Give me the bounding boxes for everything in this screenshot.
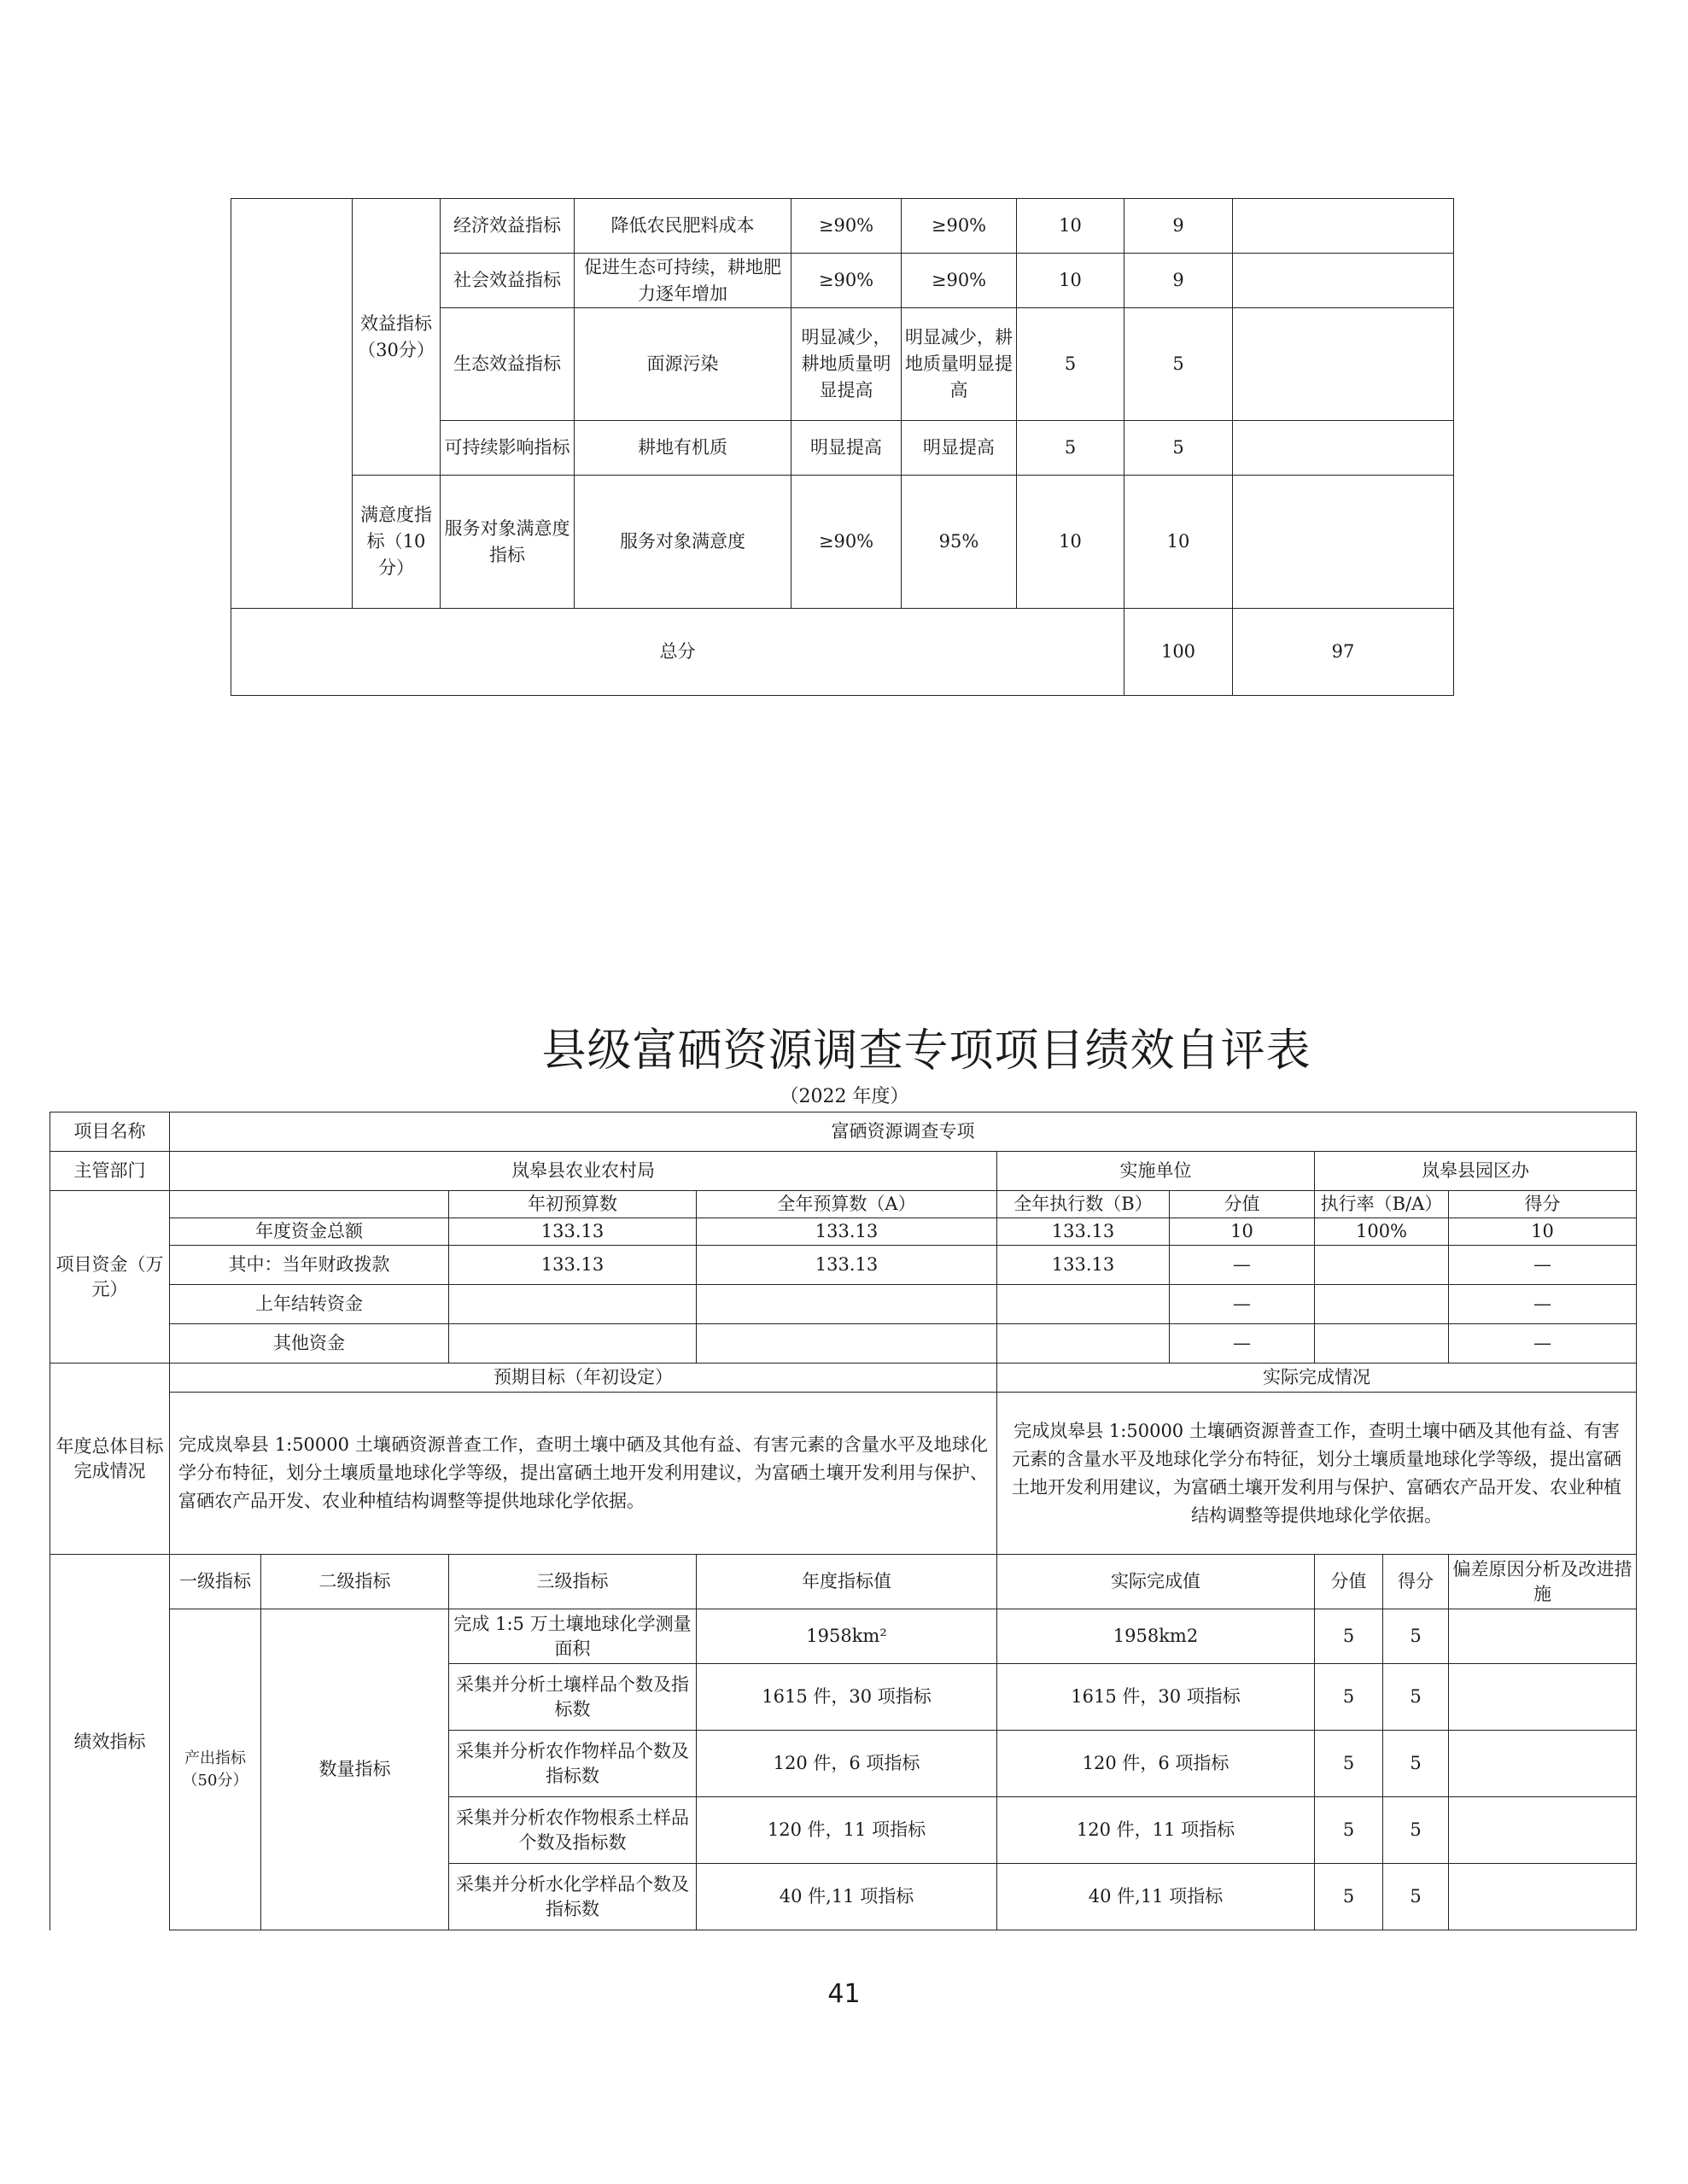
perf-score: 5 — [1383, 1797, 1449, 1864]
indicator-l3: 促进生态可持续，耕地肥力逐年增加 — [575, 254, 791, 308]
fund-row-label: 其他资金 — [170, 1324, 449, 1364]
indicator-target: 明显提高 — [791, 421, 902, 476]
perf-header-actual: 实际完成值 — [997, 1555, 1315, 1609]
perf-l3: 采集并分析土壤样品个数及指标数 — [449, 1664, 697, 1731]
perf-header-note: 偏差原因分析及改进措施 — [1449, 1555, 1637, 1609]
fund-rate: 100% — [1315, 1218, 1449, 1246]
indicator-actual: ≥90% — [902, 199, 1017, 254]
indicator-target: ≥90% — [791, 476, 902, 609]
fund-annual: 133.13 — [697, 1218, 997, 1246]
perf-target: 120 件，6 项指标 — [697, 1731, 997, 1797]
indicator-actual: 明显减少，耕地质量明显提高 — [902, 308, 1017, 421]
indicator-l3: 耕地有机质 — [575, 421, 791, 476]
indicator-l2: 可持续影响指标 — [441, 421, 575, 476]
fund-annual — [697, 1324, 997, 1364]
indicator-score: 9 — [1124, 254, 1233, 308]
fund-score: — — [1449, 1285, 1637, 1324]
perf-score: 5 — [1383, 1864, 1449, 1930]
indicator-l2: 生态效益指标 — [441, 308, 575, 421]
funds-header: 分值 — [1170, 1191, 1315, 1218]
fund-executed — [997, 1285, 1170, 1324]
indicator-weight: 10 — [1017, 476, 1124, 609]
indicator-l3: 降低农民肥料成本 — [575, 199, 791, 254]
perf-note — [1449, 1664, 1637, 1731]
indicator-l3: 服务对象满意度 — [575, 476, 791, 609]
document-title: 县级富硒资源调查专项项目绩效自评表 — [541, 1025, 1311, 1077]
perf-label: 绩效指标 — [50, 1555, 170, 1930]
perf-note — [1449, 1797, 1637, 1864]
project-name-label: 项目名称 — [50, 1112, 170, 1152]
indicator-actual: ≥90% — [902, 254, 1017, 308]
perf-weight: 5 — [1315, 1731, 1383, 1797]
fund-initial — [449, 1324, 697, 1364]
year-label: （2022 年度） — [780, 1086, 909, 1107]
indicator-score: 9 — [1124, 199, 1233, 254]
fund-rate — [1315, 1285, 1449, 1324]
actual-goal-text: 完成岚皋县 1:50000 土壤硒资源普查工作，查明土壤中硒及其他有益、有害元素的含量水平及地球化学分布特征，划分土壤质量地球化学等级，提出富硒土地开发利用建议，为富硒土壤开发利用与保护、富硒农产品开发、农业种植结构调整等提供地球化学依据。 — [997, 1393, 1637, 1555]
indicator-weight: 5 — [1017, 421, 1124, 476]
fund-initial: 133.13 — [449, 1246, 697, 1285]
perf-header-target: 年度指标值 — [697, 1555, 997, 1609]
total-weight: 100 — [1124, 609, 1233, 696]
project-name: 富硒资源调查专项 — [170, 1112, 1637, 1152]
indicator-weight: 10 — [1017, 199, 1124, 254]
perf-weight: 5 — [1315, 1609, 1383, 1664]
fund-weight: 10 — [1170, 1218, 1315, 1246]
impl-label: 实施单位 — [997, 1152, 1315, 1191]
expected-goal-header: 预期目标（年初设定） — [170, 1364, 997, 1393]
perf-weight: 5 — [1315, 1864, 1383, 1930]
group-satisfaction: 满意度指标（10分） — [353, 476, 441, 609]
funds-header-blank — [170, 1191, 449, 1218]
fund-row-label: 其中：当年财政拨款 — [170, 1246, 449, 1285]
perf-target: 120 件，11 项指标 — [697, 1797, 997, 1864]
indicator-actual: 明显提高 — [902, 421, 1017, 476]
fund-executed: 133.13 — [997, 1246, 1170, 1285]
funds-header: 全年预算数（A） — [697, 1191, 997, 1218]
fund-row-label: 年度资金总额 — [170, 1218, 449, 1246]
perf-target: 1958km² — [697, 1609, 997, 1664]
perf-score: 5 — [1383, 1664, 1449, 1731]
fund-initial: 133.13 — [449, 1218, 697, 1246]
perf-actual: 120 件，6 项指标 — [997, 1731, 1315, 1797]
indicator-target: ≥90% — [791, 254, 902, 308]
indicator-note — [1233, 254, 1454, 308]
indicator-score: 5 — [1124, 421, 1233, 476]
dept-label: 主管部门 — [50, 1152, 170, 1191]
perf-note — [1449, 1731, 1637, 1797]
output-label: 产出指标（50分） — [170, 1609, 261, 1930]
fund-score: — — [1449, 1246, 1637, 1285]
fund-annual: 133.13 — [697, 1246, 997, 1285]
fund-initial — [449, 1285, 697, 1324]
indicator-score: 5 — [1124, 308, 1233, 421]
perf-score: 5 — [1383, 1731, 1449, 1797]
perf-note — [1449, 1864, 1637, 1930]
perf-header-score: 得分 — [1383, 1555, 1449, 1609]
perf-header-l3: 三级指标 — [449, 1555, 697, 1609]
perf-header-weight: 分值 — [1315, 1555, 1383, 1609]
perf-actual: 120 件，11 项指标 — [997, 1797, 1315, 1864]
indicator-score: 10 — [1124, 476, 1233, 609]
indicator-weight: 10 — [1017, 254, 1124, 308]
perf-header-l1: 一级指标 — [170, 1555, 261, 1609]
total-label: 总分 — [231, 609, 1124, 696]
fund-rate — [1315, 1324, 1449, 1364]
indicator-l3: 面源污染 — [575, 308, 791, 421]
performance-table-continued — [231, 198, 1454, 696]
quantity-label: 数量指标 — [261, 1609, 449, 1930]
fund-rate — [1315, 1246, 1449, 1285]
perf-actual: 1958km2 — [997, 1609, 1315, 1664]
perf-l3: 采集并分析农作物样品个数及指标数 — [449, 1731, 697, 1797]
perf-target: 40 件,11 项指标 — [697, 1864, 997, 1930]
indicator-target: ≥90% — [791, 199, 902, 254]
funds-label: 项目资金（万元） — [50, 1191, 170, 1364]
perf-target: 1615 件，30 项指标 — [697, 1664, 997, 1731]
funds-header: 全年执行数（B） — [997, 1191, 1170, 1218]
indicator-target: 明显减少，耕地质量明显提高 — [791, 308, 902, 421]
indicator-note — [1233, 199, 1454, 254]
fund-executed — [997, 1324, 1170, 1364]
fund-row-label: 上年结转资金 — [170, 1285, 449, 1324]
funds-header: 执行率（B/A） — [1315, 1191, 1449, 1218]
perf-header-l2: 二级指标 — [261, 1555, 449, 1609]
indicator-note — [1233, 421, 1454, 476]
indicator-l2: 经济效益指标 — [441, 199, 575, 254]
expected-goal-text: 完成岚皋县 1:50000 土壤硒资源普查工作，查明土壤中硒及其他有益、有害元素的含量水平及地球化学分布特征，划分土壤质量地球化学等级，提出富硒土地开发利用建议，为富硒土壤开发利用与保护、富硒农产品开发、农业种植结构调整等提供地球化学依据。 — [170, 1393, 997, 1555]
perf-l3: 采集并分析农作物根系土样品个数及指标数 — [449, 1797, 697, 1864]
perf-score: 5 — [1383, 1609, 1449, 1664]
level1-empty-cell — [231, 199, 353, 609]
perf-weight: 5 — [1315, 1797, 1383, 1864]
fund-weight: — — [1170, 1324, 1315, 1364]
fund-annual — [697, 1285, 997, 1324]
fund-executed: 133.13 — [997, 1218, 1170, 1246]
page-number: 41 — [827, 1979, 861, 2009]
total-score: 97 — [1233, 609, 1454, 696]
funds-header: 年初预算数 — [449, 1191, 697, 1218]
funds-header: 得分 — [1449, 1191, 1637, 1218]
indicator-l2: 社会效益指标 — [441, 254, 575, 308]
fund-score: — — [1449, 1324, 1637, 1364]
indicator-note — [1233, 476, 1454, 609]
fund-score: 10 — [1449, 1218, 1637, 1246]
goal-label: 年度总体目标完成情况 — [50, 1364, 170, 1555]
indicator-weight: 5 — [1017, 308, 1124, 421]
group-benefit: 效益指标（30分） — [353, 199, 441, 476]
fund-weight: — — [1170, 1285, 1315, 1324]
perf-l3: 采集并分析水化学样品个数及指标数 — [449, 1864, 697, 1930]
indicator-l2: 服务对象满意度指标 — [441, 476, 575, 609]
perf-actual: 40 件,11 项指标 — [997, 1864, 1315, 1930]
actual-goal-header: 实际完成情况 — [997, 1364, 1637, 1393]
self-evaluation-table — [50, 1112, 1637, 1930]
perf-note — [1449, 1609, 1637, 1664]
perf-l3: 完成 1:5 万土壤地球化学测量面积 — [449, 1609, 697, 1664]
fund-weight: — — [1170, 1246, 1315, 1285]
impl-value: 岚皋县园区办 — [1315, 1152, 1637, 1191]
indicator-actual: 95% — [902, 476, 1017, 609]
dept-value: 岚皋县农业农村局 — [170, 1152, 997, 1191]
indicator-note — [1233, 308, 1454, 421]
perf-actual: 1615 件，30 项指标 — [997, 1664, 1315, 1731]
perf-weight: 5 — [1315, 1664, 1383, 1731]
